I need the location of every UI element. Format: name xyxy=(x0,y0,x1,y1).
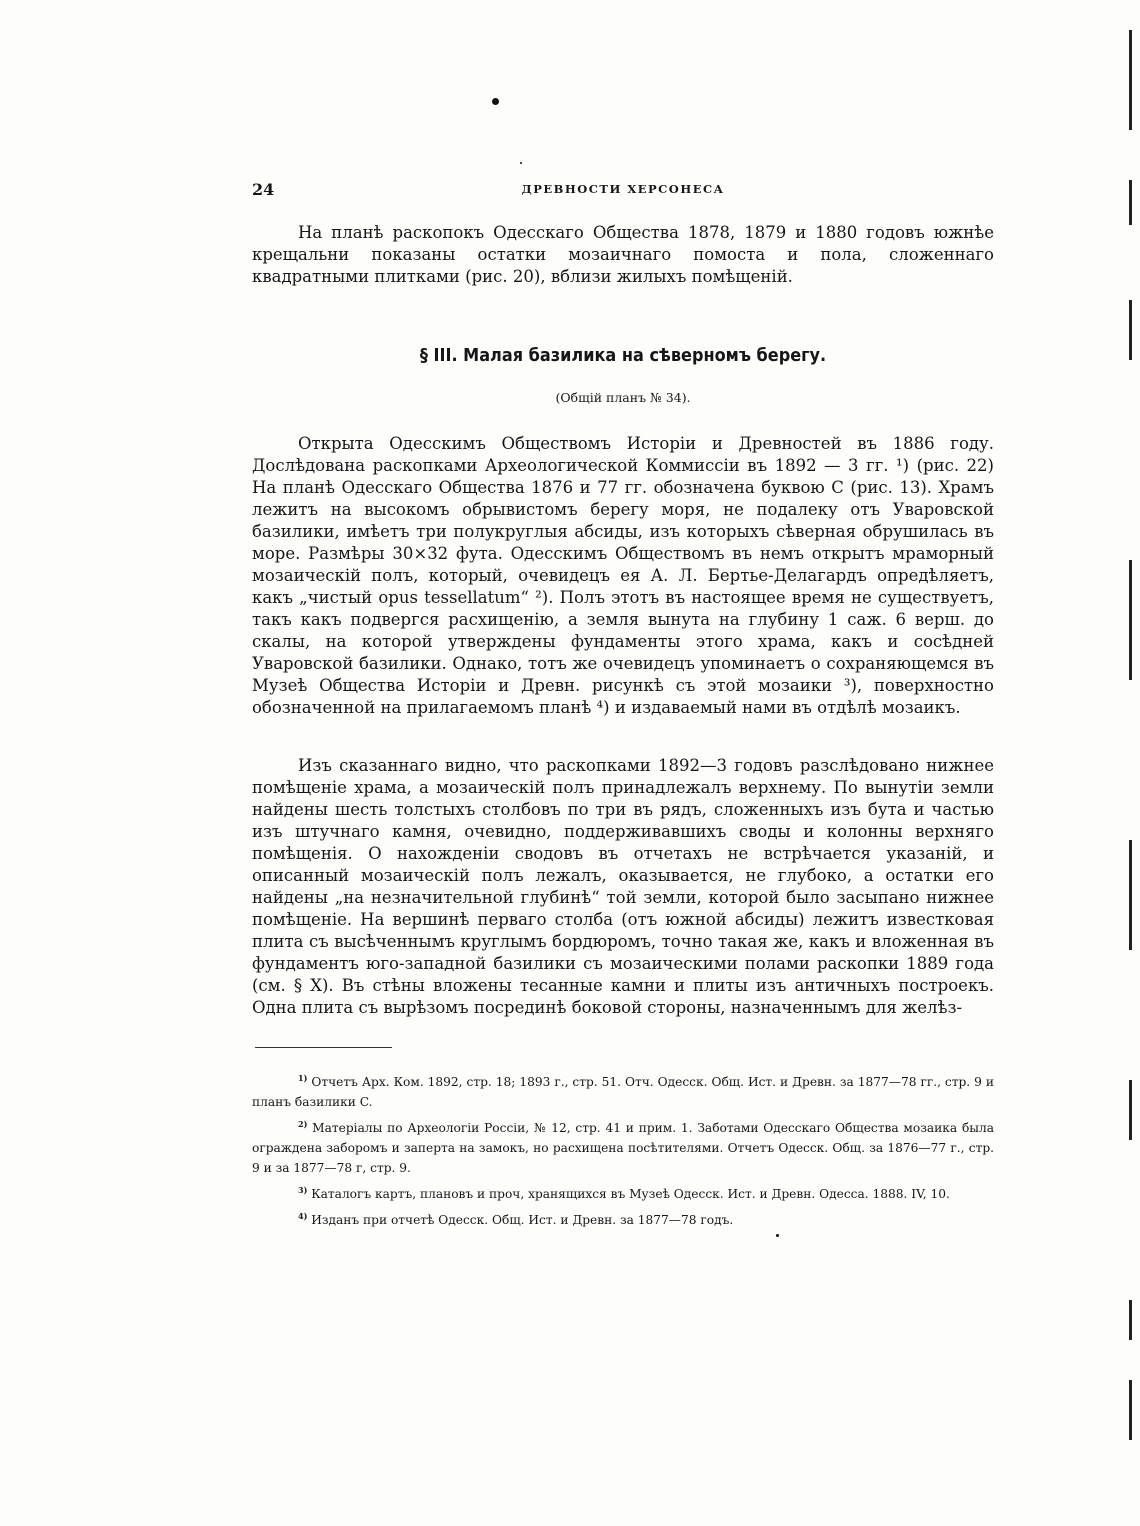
section-title: § III. Малая базилика на сѣверномъ берегу. xyxy=(419,346,827,366)
footnote-mark: 2) xyxy=(298,1119,308,1130)
footnote-mark: 4) xyxy=(298,1211,308,1222)
scan-edge-line xyxy=(1129,300,1132,360)
scan-edge-line xyxy=(1129,1080,1132,1140)
footnote-divider xyxy=(255,1047,392,1048)
footnote-text: Изданъ при отчетѣ Одесск. Общ. Ист. и Древн. за 1877—78 годъ. xyxy=(311,1213,734,1228)
ink-speck xyxy=(492,98,499,105)
footnote xyxy=(252,1114,994,1178)
body-paragraph: Изъ сказаннаго видно, что раскопками 1892—3 годовъ разслѣдовано нижнее помѣщеніе храма, а мозаическій полъ принадлежалъ верхнему. По вынутіи земли найдены шесть толстыхъ столбовъ по три въ рядъ, сложенныхъ изъ бута и частью изъ штучнаго камня, очевидно, поддерживавшихъ своды и колонны верхняго помѣщенія. О нахожденіи сводовъ въ отчетахъ не встрѣчается указаній, и описанный мозаическій полъ лежалъ, оказывается, не глубоко, а остатки его найдены „на незначительной глубинѣ“ той земли, которой было засыпано нижнее помѣщеніе. На вершинѣ перваго столба (отъ южной абсиды) лежитъ известковая плита съ высѣченнымъ круглымъ бордюромъ, точно такая же, какъ и вложенная въ фундаментъ юго-западной базилики съ мозаическими полами раскопки 1889 года (см. § X). Въ стѣны вложены тесанные камни и плиты изъ античныхъ построекъ. Одна плита съ вырѣзомъ посрединѣ боковой стороны, назначеннымъ для желѣз- xyxy=(252,756,994,1017)
intro-paragraph: На планѣ раскопокъ Одесскаго Общества 1878, 1879 и 1880 годовъ южнѣе крещальни показаны остатки мозаичнаго помоста и пола, сложеннаго квадратными плитками (рис. 20), вблизи жилыхъ помѣщеній. xyxy=(252,223,994,286)
scan-edge-line xyxy=(1129,30,1132,130)
footnote-text: Отчетъ Арх. Ком. 1892, стр. 18; 1893 г., стр. 51. Отч. Одесск. Общ. Ист. и Древн. за 1877—78 гг., стр. 9 и планъ базилики C. xyxy=(252,1075,995,1110)
footnote xyxy=(252,1068,994,1112)
footnote-mark: 1) xyxy=(298,1073,308,1083)
running-title: ДРЕВНОСТИ ХЕРСОНЕСА xyxy=(521,182,725,196)
ink-speck xyxy=(776,1234,779,1237)
page-number: 24 xyxy=(252,180,275,199)
scan-edge-line xyxy=(1129,1380,1132,1440)
footnote-mark: 3) xyxy=(298,1185,308,1196)
scan-edge-line xyxy=(1129,180,1132,225)
ink-speck xyxy=(520,162,522,164)
footnote-text: Матеріалы по Археологіи Россіи, № 12, стр. 41 и прим. 1. Заботами Одесскаго Общества мозаика была ограждена заборомъ и заперта на замокъ, но расхищена посѣтителями. Отчетъ Одесск. Общ. за 1876—77 г., стр. 9 и за 1877—78 г, стр. 9. xyxy=(252,1121,994,1176)
section-subtitle: (Общій планъ № 34). xyxy=(555,390,691,405)
scan-edge-line xyxy=(1129,1300,1132,1340)
body-paragraph: Открыта Одесскимъ Обществомъ Исторіи и Древностей въ 1886 году. Дослѣдована раскопками Археологической Коммиссіи въ 1892 — 3 гг. ¹) (рис. 22) На планѣ Одесскаго Общества 1876 и 77 гг. обозначена буквою C (рис. 13). Храмъ лежитъ на высокомъ обрывистомъ берегу моря, не подалеку отъ Уваровской базилики, имѣетъ три полукруглыя абсиды, изъ которыхъ сѣверная обрушилась въ море. Размѣры 30×32 фута. Одесскимъ Обществомъ въ немъ открытъ мраморный мозаическій полъ, который, очевидецъ ея А. Л. Бертье-Делагардъ опредѣляетъ, какъ „чистый opus tessellatum“ ²). Полъ этотъ въ настоящее время не существуетъ, такъ какъ подвергся расхищенію, а земля вынута на глубину 1 саж. 6 верш. до скалы, на которой утверждены фундаменты этого храма, какъ и сосѣдней Уваровской базилики. Однако, тотъ же очевидецъ упоминаетъ о сохраняющемся въ Музеѣ Общества Исторіи и Древн. рисункѣ съ этой мозаики ³), поверхностно обозначенной на прилагаемомъ планѣ ⁴) и издаваемый нами въ отдѣлѣ мозаикъ. xyxy=(252,434,994,717)
page-header xyxy=(252,180,994,204)
footnote xyxy=(252,1206,994,1230)
footnote xyxy=(252,1180,994,1204)
scan-edge-line xyxy=(1129,560,1132,680)
footnote-text: Каталогъ картъ, плановъ и проч, хранящихся въ Музеѣ Одесск. Ист. и Древн. Одесса. 1888. IV, 10. xyxy=(311,1187,950,1202)
scan-edge-line xyxy=(1129,840,1132,950)
footnotes xyxy=(252,1068,994,1232)
